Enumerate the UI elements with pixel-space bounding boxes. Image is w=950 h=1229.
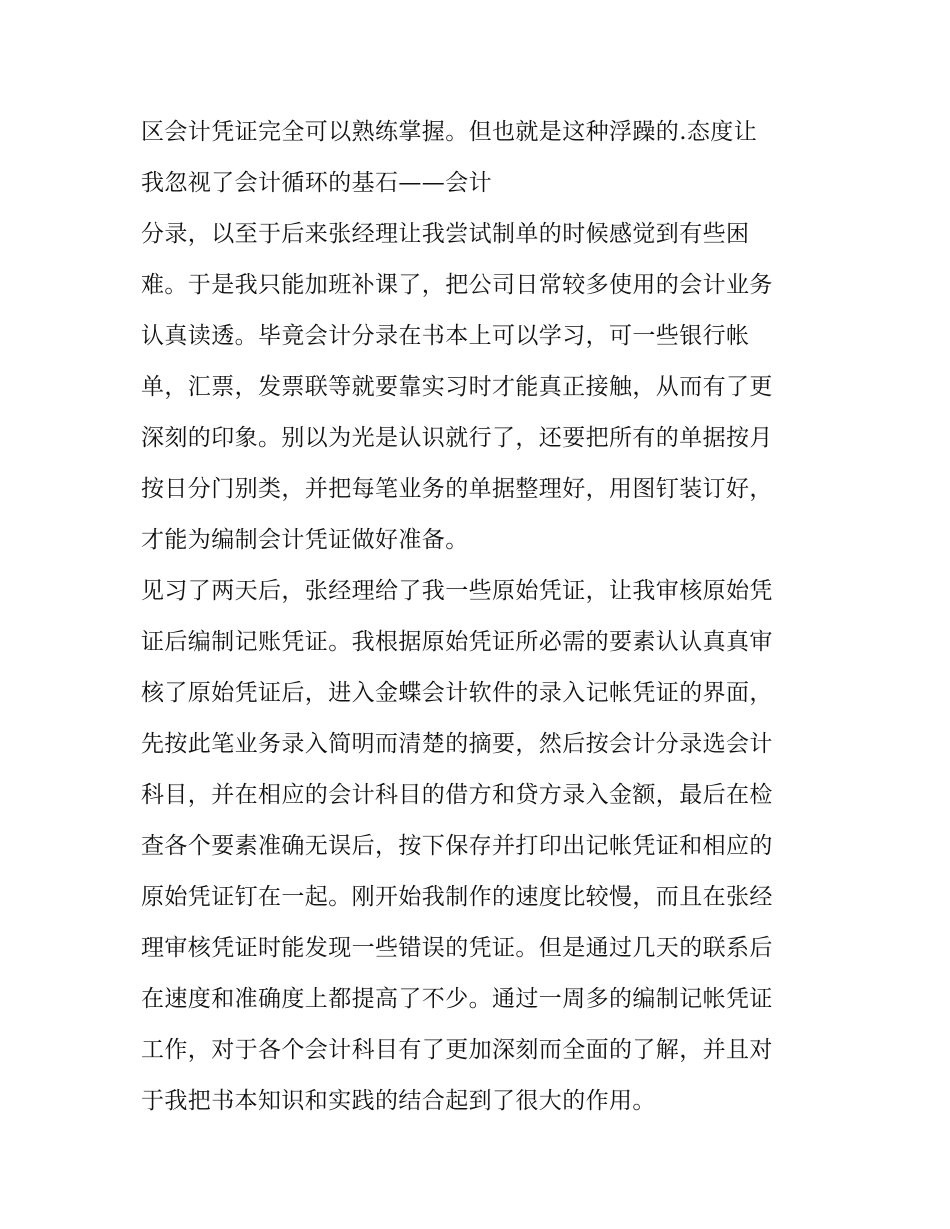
text-line: 见习了两天后，张经理给了我一些原始凭证，让我审核原始凭 — [141, 578, 773, 604]
text-line: 工作，对于各个会计科目有了更加深刻而全面的了解，并且对 — [141, 1037, 773, 1063]
text-line: 理审核凭证时能发现一些错误的凭证。但是通过几天的联系后 — [141, 935, 773, 961]
text-line: 难。于是我只能加班补课了，把公司日常较多使用的会计业务 — [141, 272, 773, 298]
text-line: 核了原始凭证后，进入金蝶会计软件的录入记帐凭证的界面， — [141, 680, 773, 706]
text-line: 深刻的印象。别以为光是认识就行了，还要把所有的单据按月 — [141, 425, 773, 451]
text-line: 科目，并在相应的会计科目的借方和贷方录入金额，最后在检 — [141, 782, 773, 808]
text-line: 先按此笔业务录入简明而清楚的摘要，然后按会计分录选会计 — [141, 731, 773, 757]
text-line: 查各个要素准确无误后，按下保存并打印出记帐凭证和相应的 — [141, 833, 773, 859]
text-line: 按日分门别类，并把每笔业务的单据整理好，用图钉装订好， — [141, 476, 773, 502]
text-line: 单，汇票，发票联等就要靠实习时才能真正接触，从而有了更 — [141, 374, 773, 400]
text-line: 认真读透。毕竟会计分录在书本上可以学习，可一些银行帐 — [141, 323, 750, 349]
text-line: 证后编制记账凭证。我根据原始凭证所必需的要素认认真真审 — [141, 629, 773, 655]
text-line: 于我把书本知识和实践的结合起到了很大的作用。 — [141, 1088, 656, 1114]
text-line: 分录，以至于后来张经理让我尝试制单的时候感觉到有些困 — [141, 221, 750, 247]
text-line: 原始凭证钉在一起。刚开始我制作的速度比较慢，而且在张经 — [141, 884, 773, 910]
text-line: 在速度和准确度上都提高了不少。通过一周多的编制记帐凭证 — [141, 986, 773, 1012]
text-line: 区会计凭证完全可以熟练掌握。但也就是这种浮躁的.态度让 — [141, 119, 758, 145]
text-line: 我忽视了会计循环的基石——会计 — [141, 170, 492, 196]
body-text — [141, 107, 821, 1127]
text-line: 才能为编制会计凭证做好准备。 — [141, 527, 469, 553]
